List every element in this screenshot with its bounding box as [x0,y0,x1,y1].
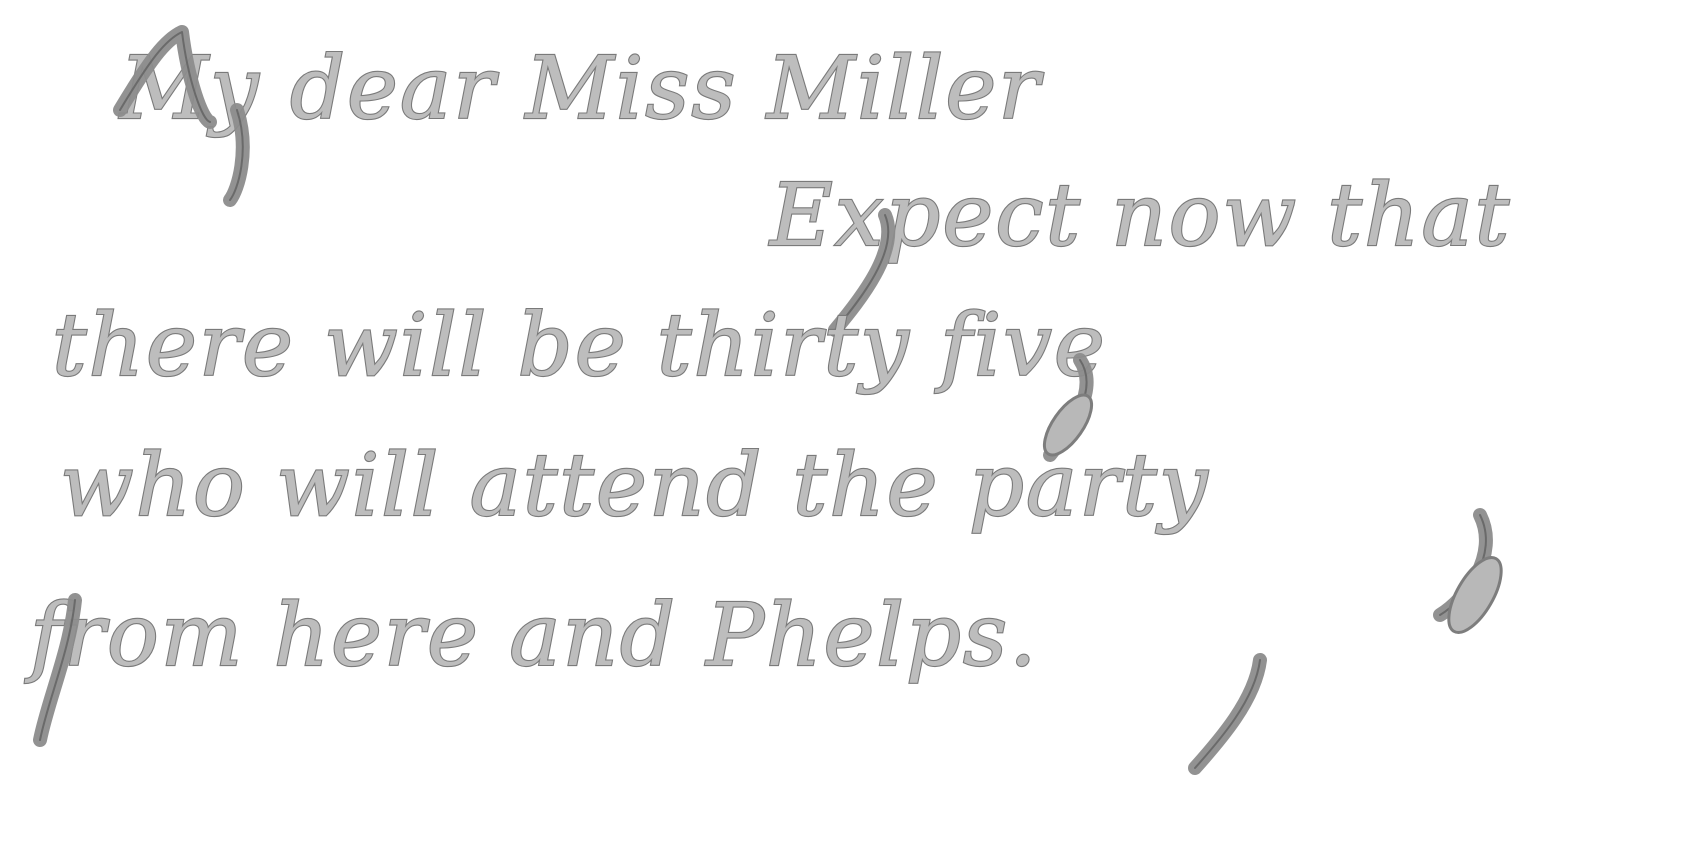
letter-line-3-text: there will be thirty five [52,296,1107,396]
letter-line-5 [24,586,1260,768]
letter-line-4-text: who will attend the party [60,436,1210,536]
letter-line-2-text: Expect now that [770,166,1512,266]
letter-line-1-text: My dear Miss Miller [120,39,1042,139]
letter-line-5-text: from here and Phelps. [30,586,1039,686]
